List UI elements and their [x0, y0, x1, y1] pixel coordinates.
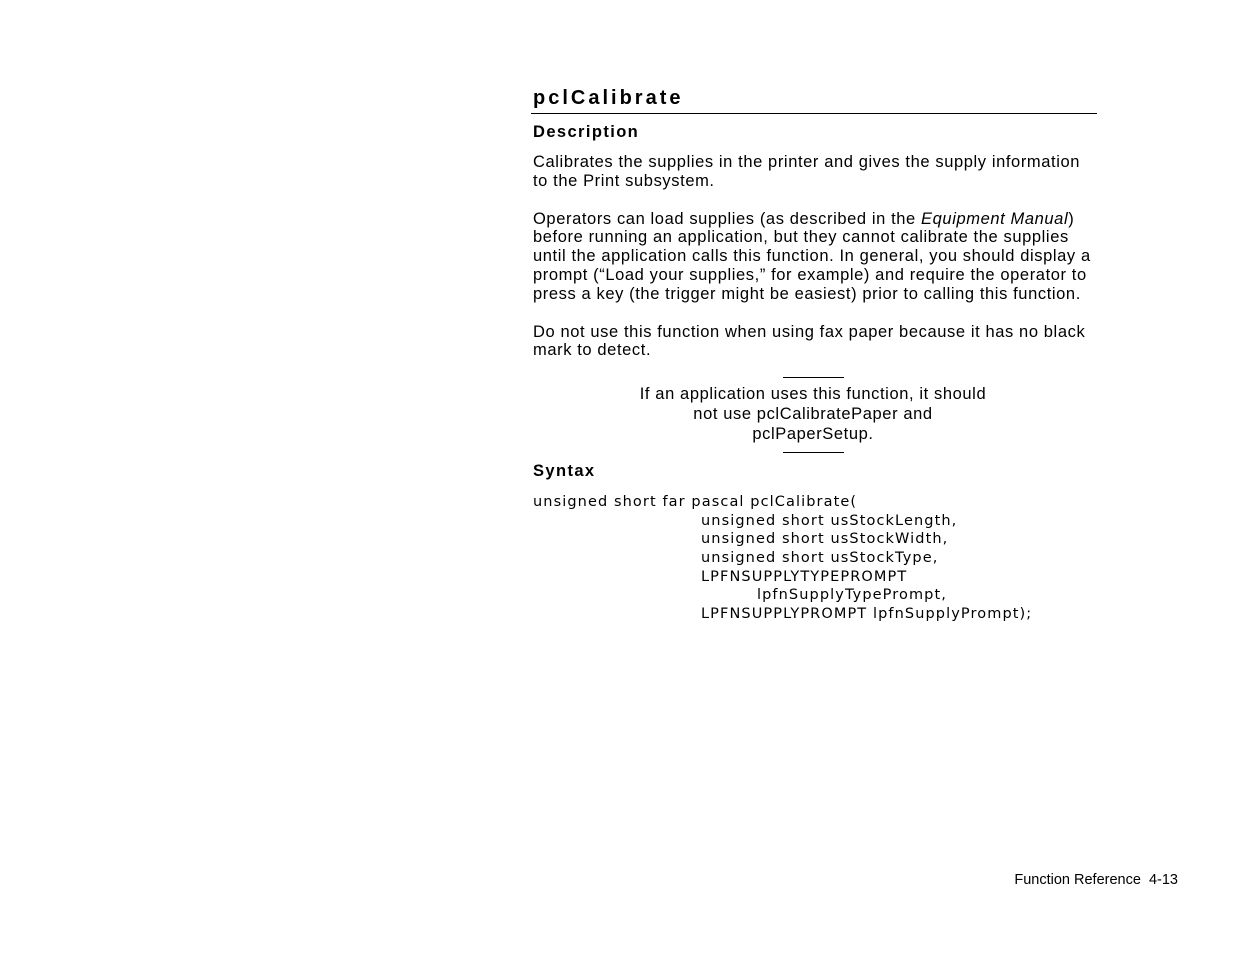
title-rule	[531, 113, 1097, 114]
description-paragraph-1: Calibrates the supplies in the printer and gives the supply information to the Print subsystem.	[533, 153, 1081, 190]
page-footer	[1014, 872, 1178, 888]
note-line-1: If an application uses this function, it should	[639, 385, 987, 404]
note-text	[611, 384, 1015, 444]
description-heading: Description	[533, 123, 640, 141]
syntax-heading: Syntax	[533, 462, 596, 481]
code-line: unsigned short far pascal pclCalibrate(	[533, 494, 858, 511]
note-rule-top	[783, 377, 844, 378]
section-title: pclCalibrate	[533, 87, 684, 109]
code-line: unsigned short usStockLength,	[701, 512, 958, 529]
code-line: lpfnSupplyTypePrompt,	[757, 587, 947, 604]
paragraph-2-text-end: ) before running an application, but they cannot calibrate the supplies until the application calls this function. In general, you should display a prompt (“Load your supplies,” for example) and require the operator to press a key (the trigger might be easiest) prior to calling this function.	[533, 209, 1091, 303]
code-line: unsigned short usStockType,	[701, 549, 939, 566]
note-rule-bottom	[783, 452, 844, 453]
note-line-3: pclPaperSetup.	[752, 425, 874, 444]
description-paragraph-2	[533, 210, 1097, 304]
page-number: 4-13	[1148, 872, 1178, 888]
note-block	[611, 377, 1015, 453]
code-line: LPFNSUPPLYTYPEPROMPT	[701, 568, 908, 585]
syntax-code-block	[533, 493, 1097, 623]
equipment-manual-reference: Equipment Manual	[921, 209, 1069, 228]
document-content	[533, 84, 1097, 623]
footer-label: Function Reference	[1014, 872, 1141, 888]
description-paragraph-3: Do not use this function when using fax paper because it has no black mark to detect.	[533, 322, 1086, 360]
code-line: LPFNSUPPLYPROMPT lpfnSupplyPrompt);	[701, 605, 1033, 622]
note-line-2: not use pclCalibratePaper and	[693, 405, 933, 424]
code-line: unsigned short usStockWidth,	[701, 531, 949, 548]
paragraph-2-text-start: Operators can load supplies (as described in the	[533, 209, 922, 228]
